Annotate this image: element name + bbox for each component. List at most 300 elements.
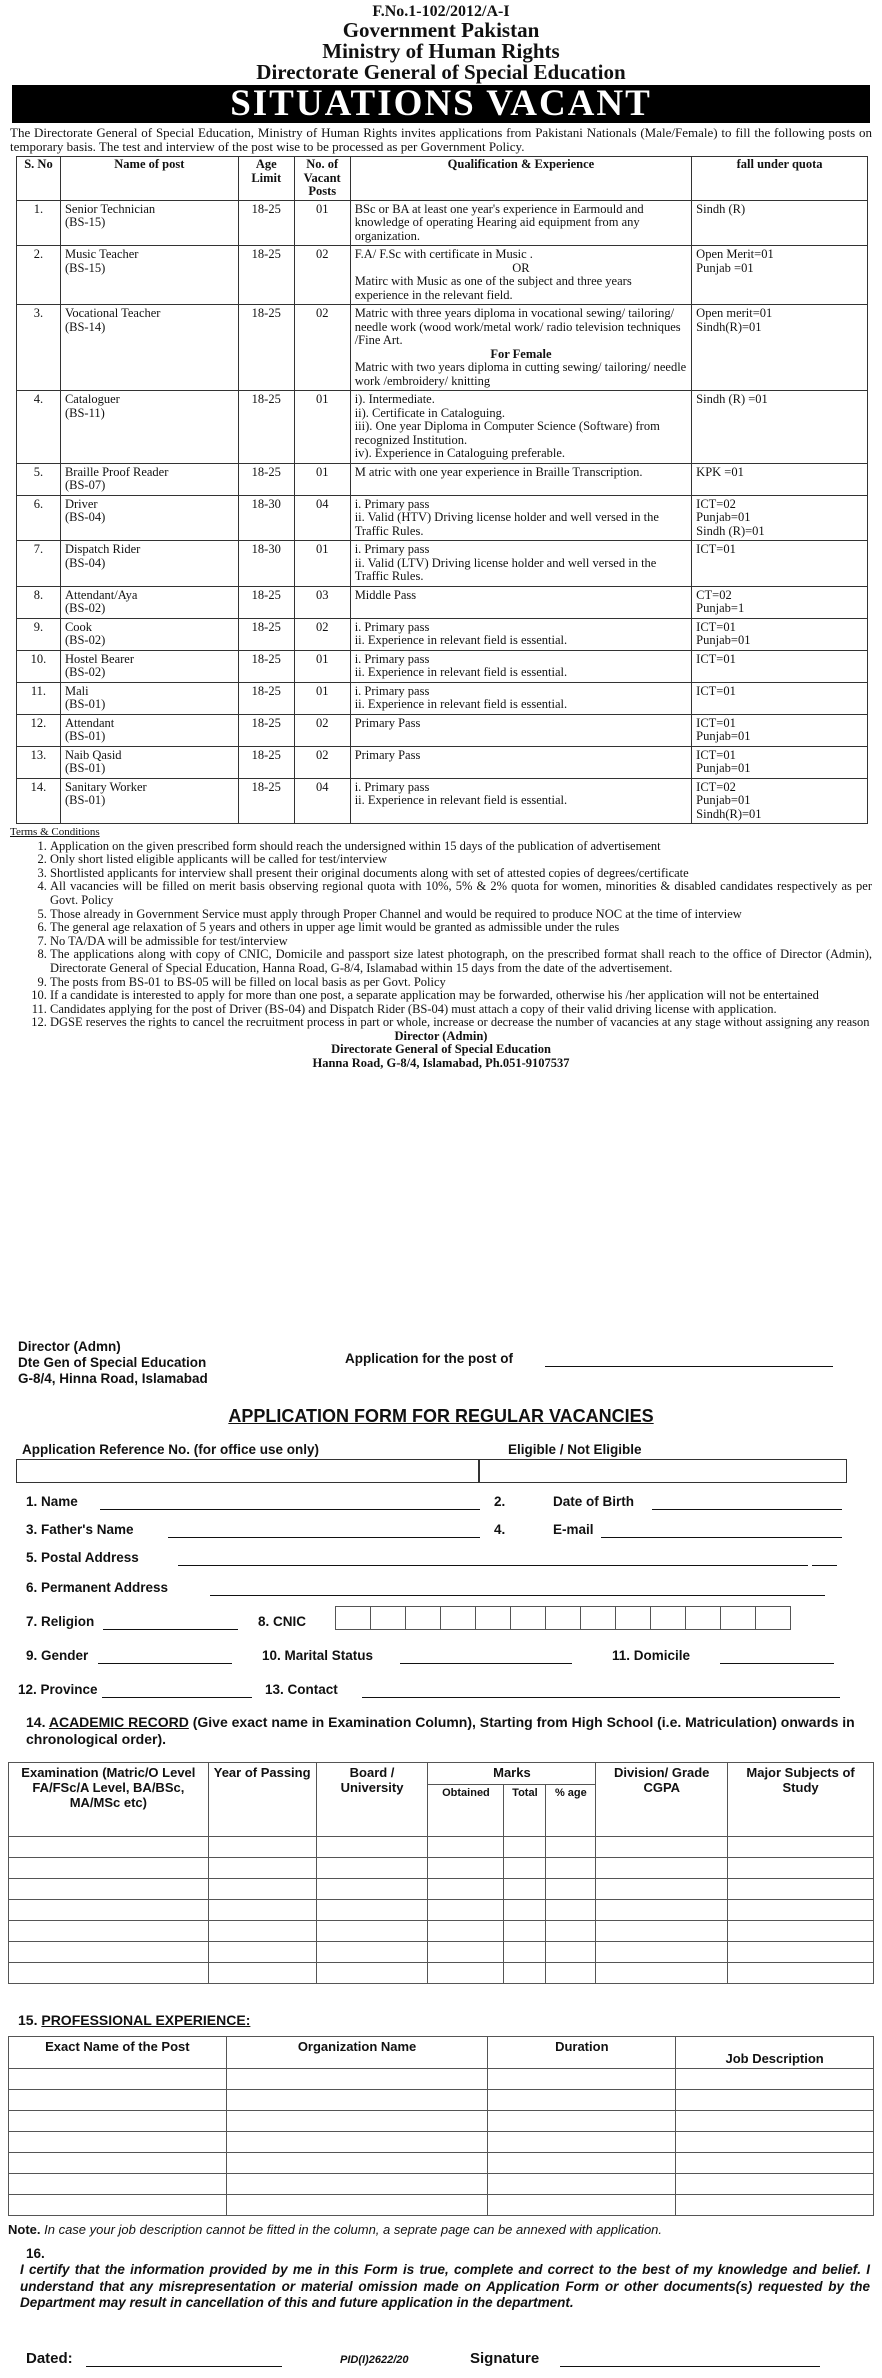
- term-item: 7. No TA/DA will be admissible for test/interview: [50, 935, 872, 949]
- row-qualification: Primary Pass: [350, 746, 691, 778]
- blank-cell[interactable]: [676, 2153, 874, 2174]
- blank-cell[interactable]: [9, 1858, 209, 1879]
- blank-cell[interactable]: [676, 2174, 874, 2195]
- blank-cell[interactable]: [9, 2153, 227, 2174]
- row-quota: ICT=01 Punjab=01: [692, 746, 868, 778]
- cnic-digit-box[interactable]: [440, 1606, 476, 1630]
- row-qualification: i. Primary pass ii. Experience in relevant field is essential.: [350, 650, 691, 682]
- blank-cell[interactable]: [316, 1879, 428, 1900]
- row-quota: KPK =01: [692, 463, 868, 495]
- organization-header: Organization Name: [226, 2037, 488, 2069]
- cnic-label: 8. CNIC: [258, 1614, 307, 1629]
- blank-cell[interactable]: [208, 1879, 316, 1900]
- terms-list: [10, 840, 872, 1030]
- row-age-limit: 18-25: [238, 200, 294, 246]
- row-vacant-posts: 01: [294, 541, 350, 587]
- exam-header: Examination (Matric/O Level FA/FSc/A Level, BA/BSc, MA/MSc etc): [9, 1763, 209, 1837]
- row-quota: ICT=02 Punjab=01 Sindh (R)=01: [692, 495, 868, 541]
- blank-cell[interactable]: [9, 2111, 227, 2132]
- row-post-name: Cook (BS-02): [60, 618, 238, 650]
- blank-cell[interactable]: [546, 1837, 596, 1858]
- blank-cell[interactable]: [676, 2111, 874, 2132]
- marital-status-field[interactable]: [400, 1663, 572, 1664]
- academic-description: (Give exact name in Examination Column), Starting from High School (i.e. Matriculation) onwards in chronological order).: [26, 1714, 855, 1747]
- blank-cell[interactable]: [728, 1879, 874, 1900]
- term-item: 5. Those already in Government Service must apply through Proper Channel and would be required to produce NOC at the time of interview: [50, 908, 872, 922]
- blank-cell[interactable]: [676, 2090, 874, 2111]
- experience-row[interactable]: [9, 2069, 874, 2090]
- row-qualification: i. Primary pass ii. Experience in relevant field is essential.: [350, 778, 691, 824]
- permanent-address-field[interactable]: [210, 1595, 825, 1596]
- province-field[interactable]: [102, 1697, 252, 1698]
- blank-cell[interactable]: [676, 2069, 874, 2090]
- cnic-digit-box[interactable]: [650, 1606, 686, 1630]
- row-age-limit: 18-25: [238, 586, 294, 618]
- blank-cell[interactable]: [488, 2174, 676, 2195]
- blank-cell[interactable]: [9, 1837, 209, 1858]
- directorate-title: Directorate General of Special Education: [256, 60, 626, 84]
- name-label: 1. Name: [26, 1494, 78, 1509]
- row-post-name: Attendant/Aya (BS-02): [60, 586, 238, 618]
- row-qualification: i. Primary pass ii. Experience in relevant field is essential.: [350, 682, 691, 714]
- header-qualification: Qualification & Experience: [350, 157, 691, 201]
- email-label: E-mail: [553, 1522, 594, 1537]
- blank-cell[interactable]: [9, 2090, 227, 2111]
- experience-row[interactable]: [9, 2090, 874, 2111]
- email-number: 4.: [494, 1522, 506, 1537]
- blank-cell[interactable]: [546, 1900, 596, 1921]
- row-age-limit: 18-25: [238, 778, 294, 824]
- row-age-limit: 18-30: [238, 541, 294, 587]
- row-age-limit: 18-25: [238, 305, 294, 391]
- dated-label: Dated:: [26, 2350, 73, 2367]
- blank-cell[interactable]: [504, 1963, 546, 1984]
- father-name-field[interactable]: [168, 1537, 480, 1538]
- professional-title: PROFESSIONAL EXPERIENCE:: [41, 2012, 251, 2028]
- row-age-limit: 18-25: [238, 246, 294, 305]
- government-title: Government Pakistan: [342, 18, 540, 42]
- blank-cell[interactable]: [208, 1963, 316, 1984]
- blank-cell[interactable]: [728, 1942, 874, 1963]
- email-field[interactable]: [601, 1537, 842, 1538]
- blank-cell[interactable]: [488, 2090, 676, 2111]
- gender-label: 9. Gender: [26, 1648, 89, 1663]
- qualification-line: F.A/ F.Sc with certificate in Music .: [354, 247, 533, 261]
- reference-box[interactable]: [16, 1459, 480, 1483]
- blank-cell[interactable]: [504, 1858, 546, 1879]
- row-sno: 7.: [17, 541, 61, 587]
- blank-cell[interactable]: [226, 2069, 488, 2090]
- subjects-header: Major Subjects of Study: [728, 1763, 874, 1837]
- term-item: 9. The posts from BS-01 to BS-05 will be filled on local basis as per Govt. Policy: [50, 976, 872, 990]
- addressee-block: [18, 1339, 208, 1387]
- job-description-header: Job Description: [676, 2037, 874, 2069]
- row-quota: CT=02 Punjab=1: [692, 586, 868, 618]
- header-post: Name of post: [60, 157, 238, 201]
- row-qualification: Primary Pass: [350, 714, 691, 746]
- blank-cell[interactable]: [226, 2132, 488, 2153]
- row-qualification: M atric with one year experience in Braille Transcription.: [350, 463, 691, 495]
- blank-cell[interactable]: [9, 2069, 227, 2090]
- row-sno: 14.: [17, 778, 61, 824]
- postal-address-field[interactable]: [178, 1565, 808, 1566]
- row-sno: 6.: [17, 495, 61, 541]
- ministry-title: Ministry of Human Rights: [322, 39, 560, 63]
- signature-title: Director (Admin): [394, 1028, 488, 1043]
- row-sno: 2.: [17, 246, 61, 305]
- row-post-name: Braille Proof Reader (BS-07): [60, 463, 238, 495]
- blank-cell[interactable]: [316, 1963, 428, 1984]
- dob-label: Date of Birth: [553, 1494, 634, 1509]
- cnic-digit-box[interactable]: [335, 1606, 371, 1630]
- signature-label: Signature: [470, 2350, 540, 2367]
- name-field[interactable]: [100, 1509, 480, 1510]
- academic-row[interactable]: [9, 1942, 874, 1963]
- professional-heading: [18, 2012, 250, 2028]
- blank-cell[interactable]: [504, 1921, 546, 1942]
- row-sno: 13.: [17, 746, 61, 778]
- academic-row[interactable]: [9, 1921, 874, 1942]
- academic-row[interactable]: [9, 1858, 874, 1879]
- post-applied-label: [345, 1351, 513, 1366]
- blank-cell[interactable]: [9, 2174, 227, 2195]
- term-item: 8. The applications along with copy of CNIC, Domicile and passport size latest photograph, on the prescribed format shall reach to the office of Director (Admin), Directorate General of Special Education, Hanna Road, G-8/4, Islamabad within 15 days from the date of the advertisement.: [50, 948, 872, 975]
- religion-field[interactable]: [103, 1629, 238, 1630]
- blank-cell[interactable]: [546, 1858, 596, 1879]
- blank-cell[interactable]: [728, 1837, 874, 1858]
- blank-cell[interactable]: [546, 1921, 596, 1942]
- religion-label: 7. Religion: [26, 1614, 95, 1629]
- table-row: [17, 714, 868, 746]
- term-item: 3. Shortlisted applicants for interview shall present their original documents along with set of attested copies of degrees/certificate: [50, 867, 872, 881]
- row-qualification: i). Intermediate. ii). Certificate in Cataloguing. iii). One year Diploma in Computer Science (Software) from recognized Institution. iv). Experience in Cataloguing preferable.: [350, 391, 691, 464]
- cnic-digit-box[interactable]: [370, 1606, 406, 1630]
- row-age-limit: 18-25: [238, 391, 294, 464]
- row-sno: 8.: [17, 586, 61, 618]
- header-age: Age Limit: [238, 157, 294, 201]
- row-post-name: Attendant (BS-01): [60, 714, 238, 746]
- blank-cell[interactable]: [728, 1963, 874, 1984]
- blank-cell[interactable]: [226, 2195, 488, 2216]
- row-qualification: Middle Pass: [350, 586, 691, 618]
- row-qualification: [350, 246, 691, 305]
- row-quota: ICT=01 Punjab=01: [692, 618, 868, 650]
- posts-table: [16, 156, 868, 824]
- blank-cell[interactable]: [428, 1942, 504, 1963]
- blank-cell[interactable]: [488, 2153, 676, 2174]
- row-quota: Open Merit=01 Punjab =01: [692, 246, 868, 305]
- table-row: [17, 746, 868, 778]
- cnic-digit-box[interactable]: [510, 1606, 546, 1630]
- blank-cell[interactable]: [596, 1837, 728, 1858]
- blank-cell[interactable]: [546, 1879, 596, 1900]
- reference-label: Application Reference No. (for office use only): [22, 1442, 320, 1457]
- cnic-digit-box[interactable]: [685, 1606, 721, 1630]
- term-item: 4. All vacancies will be filled on merit basis observing regional quota with 10%, 5% & 2% quota for women, minorities & disabled candidates respectively as per Govt. Policy: [50, 880, 872, 907]
- row-vacant-posts: 01: [294, 650, 350, 682]
- row-vacant-posts: 02: [294, 305, 350, 391]
- blank-cell[interactable]: [9, 1879, 209, 1900]
- row-quota: ICT=01 Punjab=01: [692, 714, 868, 746]
- blank-cell[interactable]: [428, 1900, 504, 1921]
- blank-cell[interactable]: [728, 1900, 874, 1921]
- dob-number: 2.: [494, 1494, 506, 1509]
- row-vacant-posts: 02: [294, 618, 350, 650]
- row-quota: ICT=01: [692, 541, 868, 587]
- cnic-digit-box[interactable]: [475, 1606, 511, 1630]
- row-post-name: Mali (BS-01): [60, 682, 238, 714]
- term-item: 10. If a candidate is interested to apply for more than one post, a separate application may be forwarded, otherwise his /her application will not be entertained: [50, 989, 872, 1003]
- row-sno: 12.: [17, 714, 61, 746]
- row-vacant-posts: 01: [294, 463, 350, 495]
- father-name-label: 3. Father's Name: [26, 1522, 134, 1537]
- eligible-label: Eligible / Not Eligible: [508, 1442, 642, 1457]
- dated-field[interactable]: [86, 2366, 282, 2367]
- table-row: [17, 200, 868, 246]
- blank-cell[interactable]: [596, 1900, 728, 1921]
- qualification-line: Matirc with Music as one of the subject and three years experience in the relevant field.: [354, 274, 632, 302]
- row-sno: 4.: [17, 391, 61, 464]
- row-post-name: Dispatch Rider (BS-04): [60, 541, 238, 587]
- signature-field[interactable]: [560, 2366, 820, 2367]
- blank-cell[interactable]: [9, 2195, 227, 2216]
- blank-cell[interactable]: [9, 1963, 209, 1984]
- blank-cell[interactable]: [488, 2111, 676, 2132]
- blank-cell[interactable]: [226, 2153, 488, 2174]
- division-header: Division/ Grade CGPA: [596, 1763, 728, 1837]
- row-age-limit: 18-25: [238, 746, 294, 778]
- row-vacant-posts: 04: [294, 778, 350, 824]
- blank-cell[interactable]: [226, 2174, 488, 2195]
- blank-cell[interactable]: [504, 1942, 546, 1963]
- qualification-line: OR: [512, 260, 530, 275]
- row-quota: ICT=01: [692, 650, 868, 682]
- blank-cell[interactable]: [316, 1837, 428, 1858]
- blank-cell[interactable]: [596, 1942, 728, 1963]
- row-post-name: Driver (BS-04): [60, 495, 238, 541]
- row-qualification: i. Primary pass ii. Valid (HTV) Driving license holder and well versed in the Traffic Rules.: [350, 495, 691, 541]
- blank-cell[interactable]: [504, 1900, 546, 1921]
- permanent-address-label: 6. Permanent Address: [26, 1580, 169, 1595]
- year-header: Year of Passing: [208, 1763, 316, 1837]
- row-post-name: Sanitary Worker (BS-01): [60, 778, 238, 824]
- row-vacant-posts: 03: [294, 586, 350, 618]
- blank-cell[interactable]: [428, 1879, 504, 1900]
- cnic-digit-box[interactable]: [580, 1606, 616, 1630]
- blank-cell[interactable]: [208, 1900, 316, 1921]
- academic-title: ACADEMIC RECORD: [48, 1714, 189, 1730]
- blank-cell[interactable]: [226, 2111, 488, 2132]
- row-post-name: Music Teacher (BS-15): [60, 246, 238, 305]
- blank-cell[interactable]: [9, 1900, 209, 1921]
- terms-heading: Terms & Conditions: [10, 826, 100, 838]
- blank-cell[interactable]: [226, 2090, 488, 2111]
- certification-number: 16.: [26, 2246, 45, 2261]
- row-sno: 10.: [17, 650, 61, 682]
- academic-row[interactable]: [9, 1963, 874, 1984]
- row-post-name: Cataloguer (BS-11): [60, 391, 238, 464]
- table-row: [17, 650, 868, 682]
- blank-cell[interactable]: [208, 1858, 316, 1879]
- blank-cell[interactable]: [546, 1963, 596, 1984]
- term-item: 6. The general age relaxation of 5 years and others in upper age limit would be granted as admissible under the rules: [50, 921, 872, 935]
- gender-field[interactable]: [98, 1663, 232, 1664]
- academic-row[interactable]: [9, 1837, 874, 1858]
- academic-row[interactable]: [9, 1900, 874, 1921]
- row-vacant-posts: 02: [294, 246, 350, 305]
- marital-status-label: 10. Marital Status: [262, 1648, 374, 1663]
- row-post-name: Naib Qasid (BS-01): [60, 746, 238, 778]
- blank-cell[interactable]: [9, 1942, 209, 1963]
- row-age-limit: 18-25: [238, 682, 294, 714]
- row-age-limit: 18-25: [238, 714, 294, 746]
- intro-paragraph: The Directorate General of Special Education, Ministry of Human Rights invites applications from Pakistani Nationals (Male/Female) to fill the following posts on temporary basis. The test and interview of the post wise to be processed as per Government Policy.: [10, 125, 872, 154]
- blank-cell[interactable]: [316, 1942, 428, 1963]
- row-sno: 11.: [17, 682, 61, 714]
- file-number: F.No.1-102/2012/A-I: [372, 4, 510, 20]
- header-vacant: No. of Vacant Posts: [294, 157, 350, 201]
- blank-cell[interactable]: [316, 1858, 428, 1879]
- table-row: [17, 682, 868, 714]
- percentage-header: % age: [546, 1785, 596, 1837]
- blank-cell[interactable]: [428, 1921, 504, 1942]
- blank-cell[interactable]: [596, 1921, 728, 1942]
- contact-field[interactable]: [362, 1697, 840, 1698]
- blank-cell[interactable]: [728, 1858, 874, 1879]
- professional-experience-table: [8, 2036, 874, 2216]
- header-quota: fall under quota: [692, 157, 868, 201]
- blank-cell[interactable]: [504, 1837, 546, 1858]
- row-qualification: i. Primary pass ii. Valid (LTV) Driving license holder and well versed in the Traffic Rules.: [350, 541, 691, 587]
- row-qualification: i. Primary pass ii. Experience in relevant field is essential.: [350, 618, 691, 650]
- blank-cell[interactable]: [9, 1921, 209, 1942]
- academic-number: 14.: [26, 1714, 46, 1730]
- table-row: [17, 463, 868, 495]
- experience-row[interactable]: [9, 2195, 874, 2216]
- blank-cell[interactable]: [728, 1921, 874, 1942]
- post-applied-field[interactable]: [545, 1366, 833, 1367]
- blank-cell[interactable]: [488, 2195, 676, 2216]
- addressee-line: Dte Gen of Special Education: [18, 1355, 207, 1370]
- term-item: 12. DGSE reserves the rights to cancel the recruitment process in part or whole, increase or decrease the number of vacancies at any stage without assigning any reason: [50, 1016, 872, 1030]
- table-row: [17, 541, 868, 587]
- total-header: Total: [504, 1785, 546, 1837]
- obtained-header: Obtained: [428, 1785, 504, 1837]
- qualification-line: Matric with two years diploma in cutting sewing/ tailoring/ needle work /embroidery/ knitting: [354, 360, 687, 388]
- situations-vacant-banner: SITUATIONS VACANT: [12, 85, 870, 123]
- table-row: [17, 778, 868, 824]
- eligibility-box[interactable]: [478, 1459, 847, 1483]
- row-quota: Sindh (R): [692, 200, 868, 246]
- blank-cell[interactable]: [546, 1942, 596, 1963]
- post-applied-text: Application for the post of: [345, 1351, 513, 1366]
- row-vacant-posts: 01: [294, 200, 350, 246]
- blank-cell[interactable]: [488, 2132, 676, 2153]
- professional-number: 15.: [18, 2012, 38, 2028]
- table-row: [17, 586, 868, 618]
- blank-cell[interactable]: [428, 1837, 504, 1858]
- experience-row[interactable]: [9, 2111, 874, 2132]
- header-sno: S. No: [17, 157, 61, 201]
- cnic-digit-box[interactable]: [615, 1606, 651, 1630]
- director-signature-block: [0, 1030, 882, 1071]
- table-row: [17, 305, 868, 391]
- blank-cell[interactable]: [316, 1900, 428, 1921]
- blank-cell[interactable]: [9, 2132, 227, 2153]
- blank-cell[interactable]: [676, 2132, 874, 2153]
- row-vacant-posts: 01: [294, 682, 350, 714]
- academic-record-heading: [26, 1714, 856, 1748]
- cnic-digit-box[interactable]: [755, 1606, 791, 1630]
- row-vacant-posts: 02: [294, 714, 350, 746]
- row-post-name: Senior Technician (BS-15): [60, 200, 238, 246]
- note-label: Note.: [8, 2222, 41, 2237]
- cnic-digit-box[interactable]: [545, 1606, 581, 1630]
- domicile-field[interactable]: [720, 1663, 834, 1664]
- row-vacant-posts: 01: [294, 391, 350, 464]
- row-post-name: Vocational Teacher (BS-14): [60, 305, 238, 391]
- post-header: Exact Name of the Post: [9, 2037, 227, 2069]
- blank-cell[interactable]: [676, 2195, 874, 2216]
- row-qualification: BSc or BA at least one year's experience in Earmould and knowledge of operating Hearing aid equipment from any organization.: [350, 200, 691, 246]
- board-header: Board / University: [316, 1763, 428, 1837]
- row-quota: Sindh (R) =01: [692, 391, 868, 464]
- province-label: 12. Province: [18, 1682, 98, 1697]
- experience-row[interactable]: [9, 2132, 874, 2153]
- term-item: 11. Candidates applying for the post of Driver (BS-04) and Dispatch Rider (BS-04) must attach a copy of their valid driving license with application.: [50, 1003, 872, 1017]
- blank-cell[interactable]: [596, 1879, 728, 1900]
- dob-field[interactable]: [652, 1509, 842, 1510]
- terms-section: [10, 826, 872, 1030]
- note-body: In case your job description cannot be fitted in the column, a seprate page can be annexed with application.: [40, 2222, 663, 2237]
- form-title: APPLICATION FORM FOR REGULAR VACANCIES: [228, 1406, 654, 1426]
- pid-number: PID(I)2622/20: [340, 2354, 409, 2366]
- qualification-line: Matric with three years diploma in vocational sewing/ tailoring/ needle work (wood work/metal work/ radio television techniques /Fine Art.: [354, 306, 681, 347]
- cnic-digit-box[interactable]: [720, 1606, 756, 1630]
- blank-cell[interactable]: [428, 1858, 504, 1879]
- contact-label: 13. Contact: [265, 1682, 338, 1697]
- row-sno: 5.: [17, 463, 61, 495]
- cnic-digit-box[interactable]: [405, 1606, 441, 1630]
- cnic-field[interactable]: [336, 1606, 791, 1630]
- blank-cell[interactable]: [208, 1921, 316, 1942]
- qualification-line: For Female: [490, 346, 552, 361]
- academic-row[interactable]: [9, 1879, 874, 1900]
- row-sno: 1.: [17, 200, 61, 246]
- blank-cell[interactable]: [596, 1963, 728, 1984]
- blank-cell[interactable]: [596, 1858, 728, 1879]
- table-row: [17, 391, 868, 464]
- row-post-name: Hostel Bearer (BS-02): [60, 650, 238, 682]
- row-quota: Open merit=01 Sindh(R)=01: [692, 305, 868, 391]
- addressee-line: Director (Admn): [18, 1339, 121, 1354]
- blank-cell[interactable]: [208, 1837, 316, 1858]
- blank-cell[interactable]: [504, 1879, 546, 1900]
- certification-text: I certify that the information provided by me in this Form is true, complete and correct to the best of my knowledge and belief. I understand that any misrepresentation or material omission made on Application Form or other documents(s) requested by the Department may result in cancellation of this and future application in the department.: [20, 2262, 870, 2310]
- row-sno: 9.: [17, 618, 61, 650]
- blank-cell[interactable]: [488, 2069, 676, 2090]
- note-text: [8, 2222, 662, 2237]
- domicile-label: 11. Domicile: [612, 1648, 691, 1663]
- blank-cell[interactable]: [428, 1963, 504, 1984]
- signature-address: Hanna Road, G-8/4, Islamabad, Ph.051-9107537: [312, 1055, 570, 1070]
- experience-row[interactable]: [9, 2153, 874, 2174]
- table-row: [17, 618, 868, 650]
- experience-row[interactable]: [9, 2174, 874, 2195]
- blank-cell[interactable]: [316, 1921, 428, 1942]
- marks-header: Marks: [428, 1763, 596, 1785]
- blank-cell[interactable]: [208, 1942, 316, 1963]
